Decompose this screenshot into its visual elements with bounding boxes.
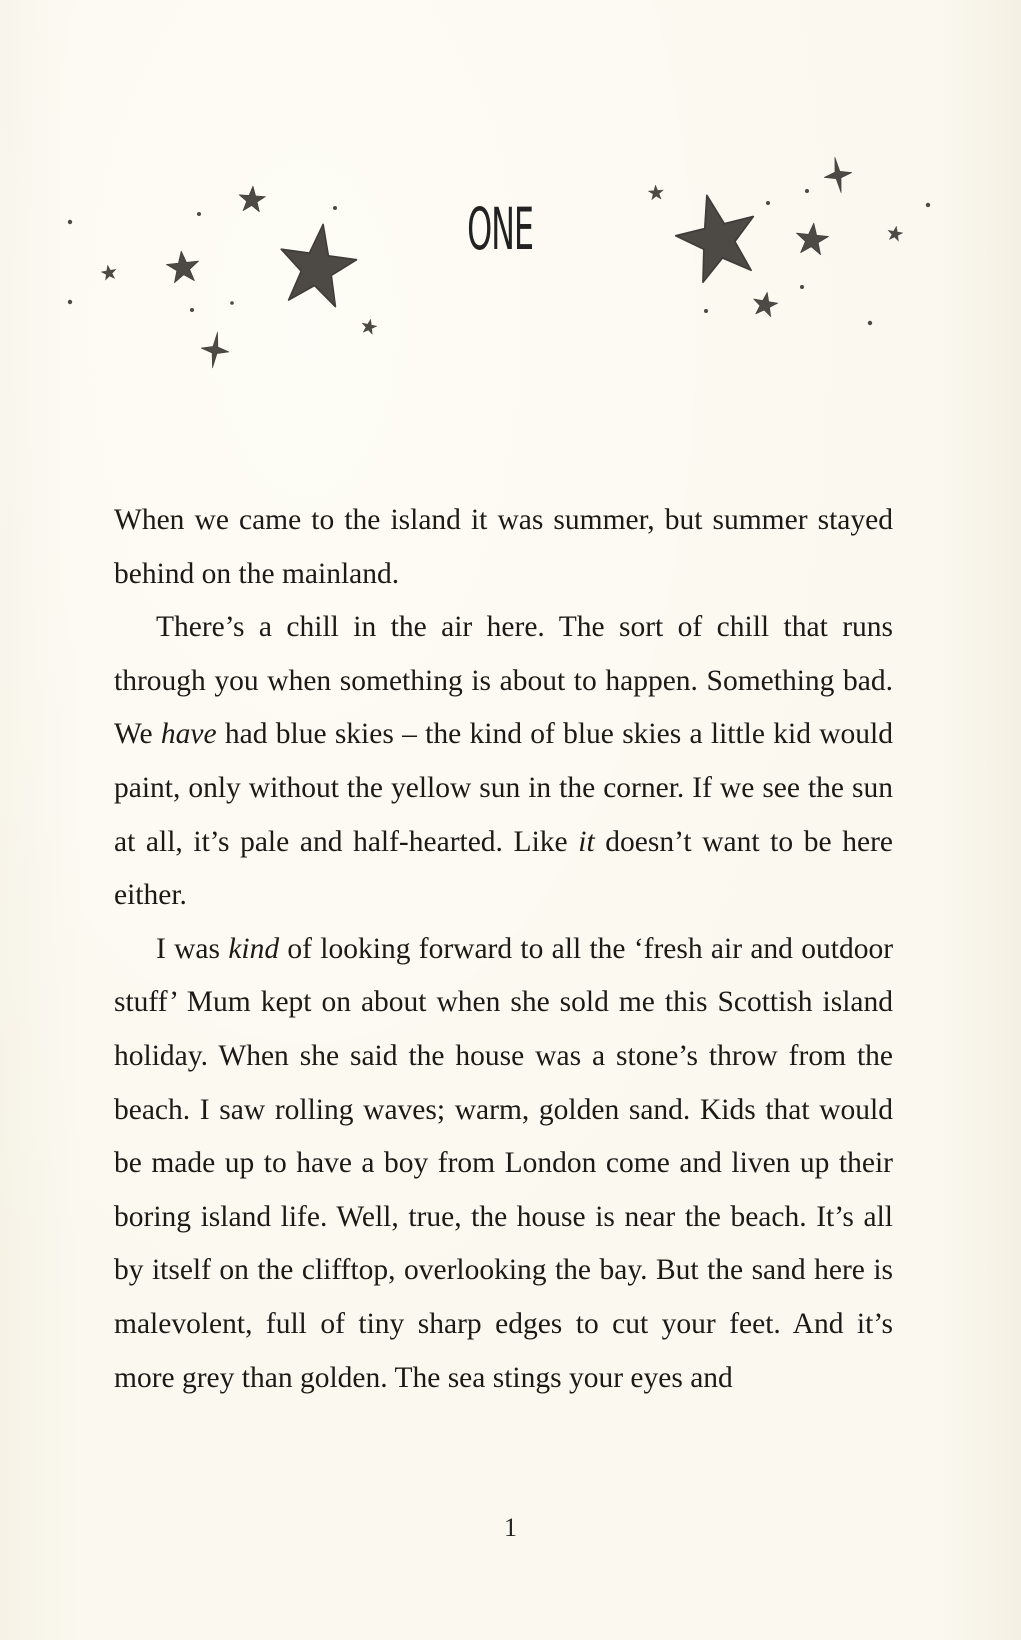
paragraph-2 bbox=[114, 601, 893, 923]
body-text bbox=[114, 494, 893, 1405]
emphasis-it: it bbox=[578, 825, 595, 858]
emphasis-kind: kind bbox=[228, 932, 280, 965]
text-segment: doesn’t want to be here either. bbox=[114, 825, 893, 912]
text-segment: I was bbox=[156, 932, 229, 965]
text-segment: There’s a chill in the air here. The sort of chill that runs through you when something is about to happen. Something bad. We bbox=[114, 611, 893, 751]
chapter-title: ONE bbox=[467, 195, 533, 263]
page-number: 1 bbox=[504, 1513, 517, 1542]
text-segment: of looking forward to all the ‘fresh air and outdoor stuff’ Mum kept on about when she sold me this Scottish island holiday. When she said the house was a stone’s throw from the beach. I saw rolling waves; warm, golden sand. Kids that would be made up to have a boy from London come and liven up their boring island life. Well, true, the house is near the beach. It’s all by itself on the clifftop, overlooking the bay. But the sand here is malevolent, full of tiny sharp edges to cut your feet. And it’s more grey than golden. The sea stings your eyes and bbox=[114, 932, 894, 1394]
text-segment: had blue skies – the kind of blue skies a little kid would paint, only without the yellow sun in the corner. If we see the sun at all, it’s pale and half-hearted. Like bbox=[114, 718, 893, 858]
paragraph-3 bbox=[114, 923, 893, 1405]
paragraph-1: When we came to the island it was summer, but summer stayed behind on the mainland. bbox=[114, 504, 893, 590]
emphasis-have: have bbox=[160, 718, 217, 751]
